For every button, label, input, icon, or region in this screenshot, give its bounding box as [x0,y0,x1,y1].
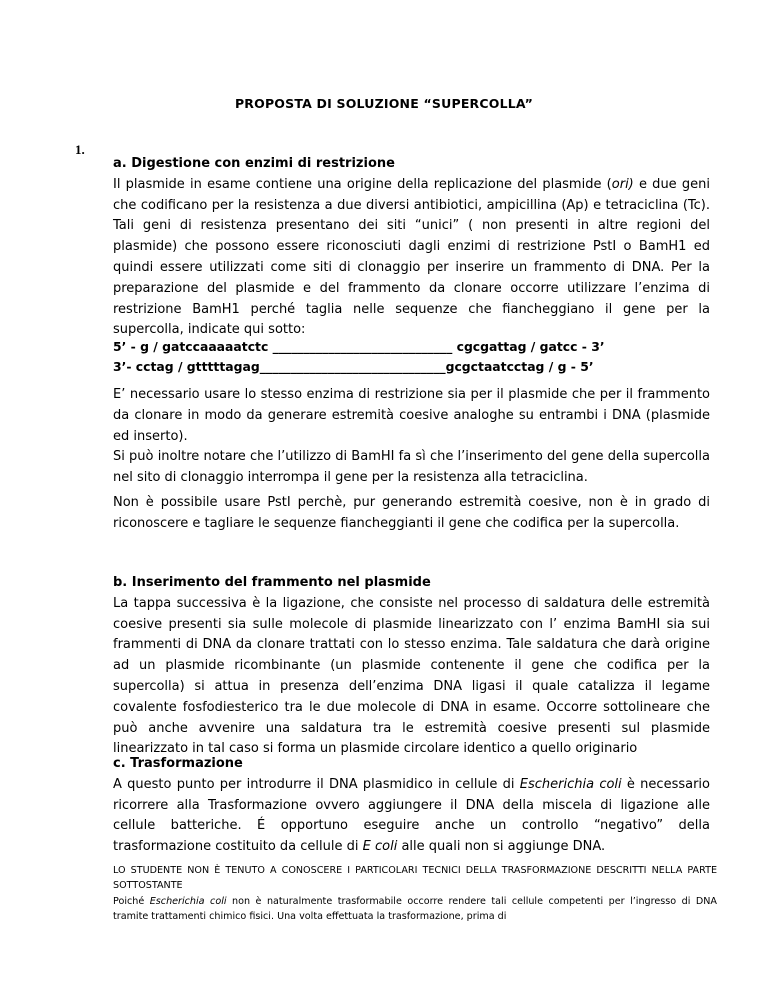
text-span: non è naturalmente trasformabile occorre rendere tali cellule competenti per l’ingresso di DNA tramite trattamenti chimico fisici. Una volta effettuata la trasformazione, prima di [113,896,717,922]
section-a-paragraph-3: Si può inoltre notare che l’utilizzo di BamHI fa sì che l’inserimento del gene della supercolla nel sito di clonaggio interrompa il gene per la resistenza alla tetraciclina. [113,449,710,486]
ori-italic: ori) [611,176,634,192]
species-italic: Escherichia coli [149,896,227,907]
section-a-continued [113,385,710,489]
technical-note [113,864,717,924]
section-b-paragraph-1: La tappa successiva è la ligazione, che consiste nel processo di saldatura delle estremità coesive presenti sia sulle molecole di plasmide linearizzato con l’ enzima BamHI sia sui frammenti di DNA da clonare trattati con lo stesso enzima. Tale saldatura che darà origine ad un plasmide ricombinante (un plasmide contenente il gene che codifica per la supercolla) si attua in presenza dell’enzima DNA ligasi il quale catalizza il legame covalente fosfodiesterico tra le due molecole di DNA in esame. Occorre sottolineare che può anche avvenire una saldatura tra le estremità coesive presenti sul plasmide linearizzato in tal caso si forma un plasmide circolare identico a quello originario [113,595,710,757]
sequence-line-1: 5’ - g / gatccaaaaatctc _____________________________ cgcgattag / gatcc - 3’ [113,339,605,354]
species-italic: Escherichia coli [519,776,622,792]
technical-note-caps: LO STUDENTE NON È TENUTO A CONOSCERE I PARTICOLARI TECNICI DELLA TRASFORMAZIONE DESCRITTI NELLA PARTE SOTTOSTANTE [113,865,717,891]
text-span: è necessario ricorrere alla Trasformazione ovvero aggiungere il DNA della miscela di ligazione alle cellule batteriche. É opportuno eseguire anche un controllo “negativo” della trasformazione costituito da cellule di [113,776,710,855]
section-c [113,754,710,858]
text-span: Poiché [113,896,150,907]
page-title: PROPOSTA DI SOLUZIONE “SUPERCOLLA” [234,96,534,111]
section-a-paragraph-4: Non è possibile usare PstI perchè, pur generando estremità coesive, non è in grado di riconoscere e tagliare le sequenze fiancheggianti il gene che codifica per la supercolla. [113,495,710,531]
section-a [113,154,710,341]
section-a-note [113,493,710,535]
section-a-heading: a. Digestione con enzimi di restrizione [113,156,395,171]
section-a-paragraph-1 [113,175,710,341]
question-number: 1. [75,142,85,157]
section-b [113,573,710,760]
section-b-heading: b. Inserimento del frammento nel plasmide [113,575,431,590]
text-span: A questo punto per introdurre il DNA plasmidico in cellule di [113,776,520,792]
text-span: Il plasmide in esame contiene una origine della replicazione del plasmide ( [113,176,612,192]
sequence-line-2: 3’- cctag / gtttttagag______________________________gcgctaatcctag / g - 5’ [113,359,594,374]
text-span: e due geni che codificano per la resistenza a due diversi antibiotici, ampicillina (Ap) e tetraciclina (Tc). Tali geni di resistenza presentano dei siti “unici” ( non presenti in altre regioni del plasmide) che possono essere riconosciuti dagli enzimi di restrizione PstI o BamH1 ed quindi essere utilizzati come siti di clonaggio per inserire un frammento di DNA. Per la preparazione del plasmide e del frammento da clonare occorre utilizzare l’enzima di restrizione BamH1 perché taglia nelle sequenze che fiancheggiano il gene per la supercolla, indicate qui sotto: [113,176,710,338]
text-span: alle quali non si aggiunge DNA. [397,839,606,855]
section-a-paragraph-2: E’ necessario usare lo stesso enzima di restrizione sia per il plasmide che per il frammento da clonare in modo da generare estremità coesive analoghe su entrambi i DNA (plasmide ed inserto). [113,387,710,444]
species-italic: E coli [362,839,398,855]
section-c-heading: c. Trasformazione [113,756,243,771]
technical-note-text [113,895,717,924]
section-c-paragraph-1 [113,775,710,858]
